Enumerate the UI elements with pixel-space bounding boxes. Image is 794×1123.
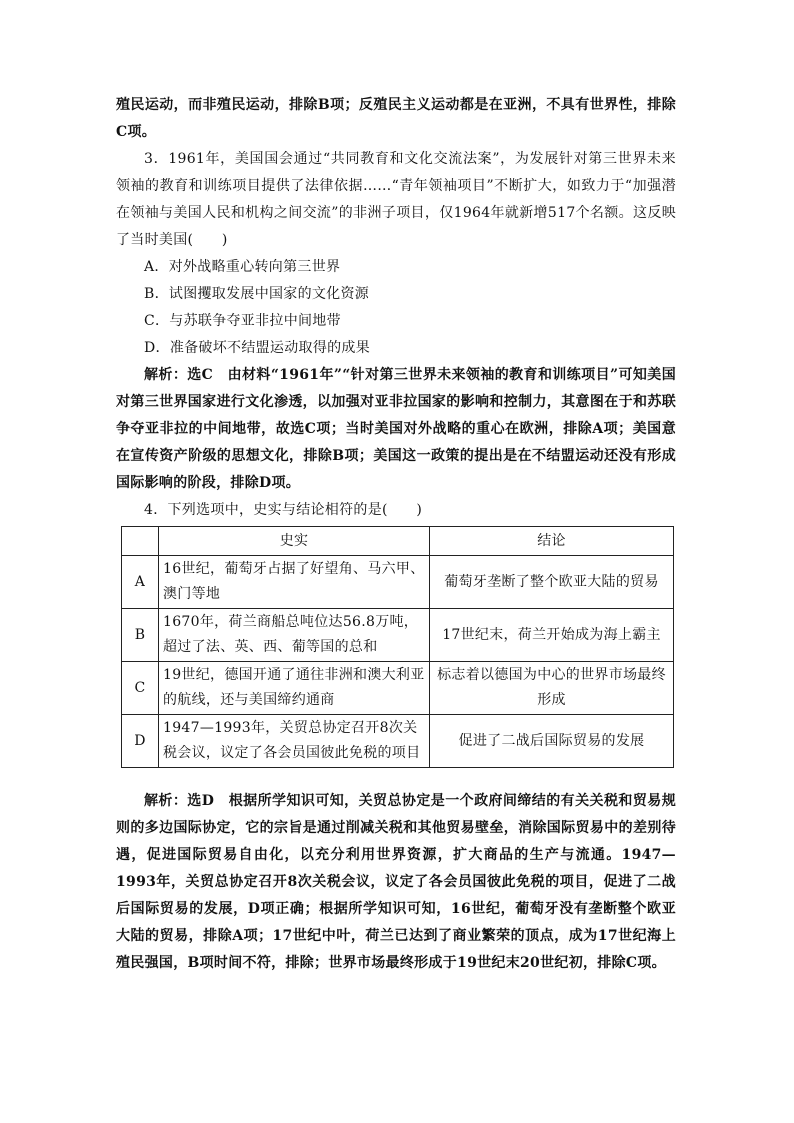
- table-row: [122, 662, 674, 715]
- question-4-table: [121, 526, 674, 768]
- table-row: [122, 609, 674, 662]
- table-header-fact: 史实: [159, 527, 430, 556]
- question-3-analysis: 解析：选C 由材料“1961年”“针对第三世界未来领袖的教育和训练项目”可知美国对第三世界国家进行文化渗透，以加强对亚非拉国家的影响和控制力，其意图在于和苏联争夺亚非拉的中间地带，故选C项；当时美国对外战略的重心在欧洲，排除A项；美国意在宣传资产阶级的思想文化，排除B项；美国这一政策的提出是在不结盟运动还没有形成国际影响的阶段，排除D项。: [116, 367, 676, 491]
- table-row: [122, 556, 674, 609]
- table-cell-conclusion: 17世纪末，荷兰开始成为海上霸主: [430, 609, 674, 662]
- table-cell-conclusion: 促进了二战后国际贸易的发展: [430, 715, 674, 768]
- table-cell-fact: 19世纪，德国开通了通往非洲和澳大利亚的航线，还与美国缔约通商: [159, 662, 430, 715]
- question-3-option-c: C．与苏联争夺亚非拉中间地带: [144, 313, 341, 329]
- table-header-row: [122, 527, 674, 556]
- question-4-stem: 4．下列选项中，史实与结论相符的是( ): [144, 502, 423, 518]
- question-3-option-a: A．对外战略重心转向第三世界: [144, 259, 341, 275]
- question-4-analysis: 解析：选D 根据所学知识可知，关贸总协定是一个政府间缔结的有关关税和贸易规则的多边国际协定，它的宗旨是通过削减关税和其他贸易壁垒，消除国际贸易中的差别待遇，促进国际贸易自由化，以充分利用世界资源，扩大商品的生产与流通。1947—1993年，关贸总协定召开8次关税会议，议定了各会员国彼此免税的项目，促进了二战后国际贸易的发展，D项正确；根据所学知识可知，16世纪，葡萄牙没有垄断整个欧亚大陆的贸易，排除A项；17世纪中叶，荷兰已达到了商业繁荣的顶点，成为17世纪海上殖民强国，B项时间不符，排除；世界市场最终形成于19世纪末20世纪初，排除C项。: [116, 793, 676, 971]
- question-3-option-d: D．准备破坏不结盟运动取得的成果: [144, 340, 371, 356]
- table-row: [122, 715, 674, 768]
- table-cell-conclusion: 葡萄牙垄断了整个欧亚大陆的贸易: [430, 556, 674, 609]
- question-3-option-b: B．试图攫取发展中国家的文化资源: [144, 286, 370, 302]
- previous-analysis-tail: 殖民运动，而非殖民运动，排除B项；反殖民主义运动都是在亚洲，不具有世界性，排除C项。: [116, 97, 676, 140]
- question-3-stem: 3．1961年，美国国会通过“共同教育和文化交流法案”，为发展针对第三世界未来领袖的教育和训练项目提供了法律依据……“青年领袖项目”不断扩大，如致力于“加强潜在领袖与美国人民和机构之间交流”的非洲子项目，仅1964年就新增517个名额。这反映了当时美国( ): [116, 151, 676, 248]
- table-cell-fact: 1670年，荷兰商船总吨位达56.8万吨，超过了法、英、西、葡等国的总和: [159, 609, 430, 662]
- table-header-option: [122, 527, 159, 556]
- table-cell-conclusion: 标志着以德国为中心的世界市场最终形成: [430, 662, 674, 715]
- table-cell-option: D: [122, 715, 159, 768]
- document-page: [116, 92, 676, 977]
- table-header-conclusion: 结论: [430, 527, 674, 556]
- table-cell-option: C: [122, 662, 159, 715]
- table-cell-fact: 1947—1993年，关贸总协定召开8次关税会议，议定了各会员国彼此免税的项目: [159, 715, 430, 768]
- table-cell-option: B: [122, 609, 159, 662]
- table-cell-fact: 16世纪，葡萄牙占据了好望角、马六甲、澳门等地: [159, 556, 430, 609]
- table-cell-option: A: [122, 556, 159, 609]
